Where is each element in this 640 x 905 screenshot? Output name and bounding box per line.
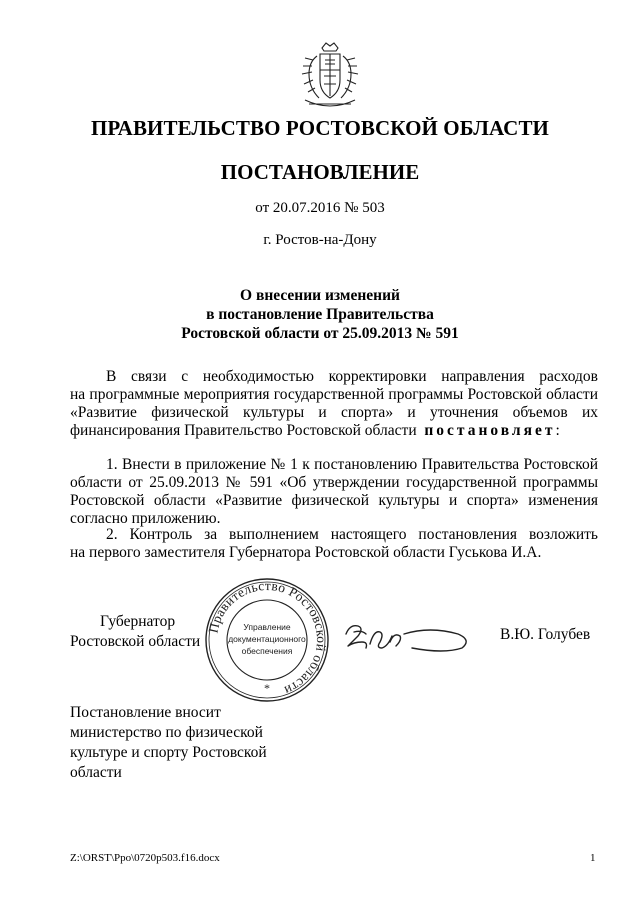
document-subject (0, 286, 640, 343)
handwritten-signature (340, 612, 480, 662)
paragraph-line (70, 422, 598, 440)
paragraph-line: В связи с необходимостью корректировки направления расходов (106, 368, 598, 385)
subject-line: О внесении изменений (240, 287, 400, 304)
introduced-by-line: области (70, 764, 122, 781)
signatory-name: В.Ю. Голубев (500, 626, 591, 643)
item-2-paragraph (70, 526, 598, 562)
footer-file-path: Z:\ORST\Ppo\0720p503.f16.docx (70, 852, 220, 864)
paragraph-line: на программные мероприятия государственной программы Ростовской области (70, 386, 598, 403)
stamp-inner-line: документационного (228, 634, 306, 644)
paragraph-line: области от 25.09.2013 № 591 «Об утверждении государственной программы (70, 474, 598, 491)
stamp-star: * (264, 681, 270, 695)
subject-line: в постановление Правительства (206, 306, 434, 323)
stamp-inner-line: обеспечения (241, 646, 293, 656)
subject-line: Ростовской области от 25.09.2013 № 591 (181, 325, 459, 342)
organization-title: ПРАВИТЕЛЬСТВО РОСТОВСКОЙ ОБЛАСТИ (91, 116, 549, 140)
signatory-title-line: Губернатор (100, 613, 176, 630)
document-type: ПОСТАНОВЛЕНИЕ (220, 160, 420, 184)
document-date-number: от 20.07.2016 № 503 (255, 200, 385, 216)
signatory-title-line: Ростовской области (70, 633, 201, 650)
introduced-by-line: Постановление вносит (70, 704, 221, 721)
document-city: г. Ростов-на-Дону (263, 232, 377, 248)
page-number: 1 (590, 852, 596, 864)
signatory-title (70, 612, 200, 652)
decree-colon: : (555, 422, 560, 439)
paragraph-line: 2. Контроль за выполнением настоящего постановления возложить (106, 526, 598, 543)
paragraph-line: 1. Внести в приложение № 1 к постановлению Правительства Ростовской (106, 456, 598, 473)
introduced-by-line: министерство по физической (70, 724, 263, 741)
paragraph-line: согласно приложению. (70, 510, 221, 527)
stamp-ring-text: Правительство Ростовской области (205, 577, 330, 699)
item-1-paragraph (70, 456, 598, 528)
paragraph-line: на первого заместителя Губернатора Ростовской области Гуськова И.А. (70, 544, 542, 561)
paragraph-line: «Развитие физической культуры и спорта» и уточнения объемов их (70, 404, 598, 421)
decree-word: постановляет (424, 422, 556, 439)
introduced-by-line: культуре и спорту Ростовской (70, 744, 267, 761)
paragraph-text: финансирования Правительство Ростовской области (70, 422, 417, 439)
stamp-inner-line: Управление (243, 622, 291, 632)
official-stamp (203, 576, 331, 704)
coat-of-arms-emblem (295, 40, 365, 116)
preamble-paragraph (70, 368, 598, 440)
paragraph-line: Ростовской области «Развитие физической культуры и спорта» изменения (70, 492, 598, 509)
introduced-by-note (70, 703, 290, 783)
